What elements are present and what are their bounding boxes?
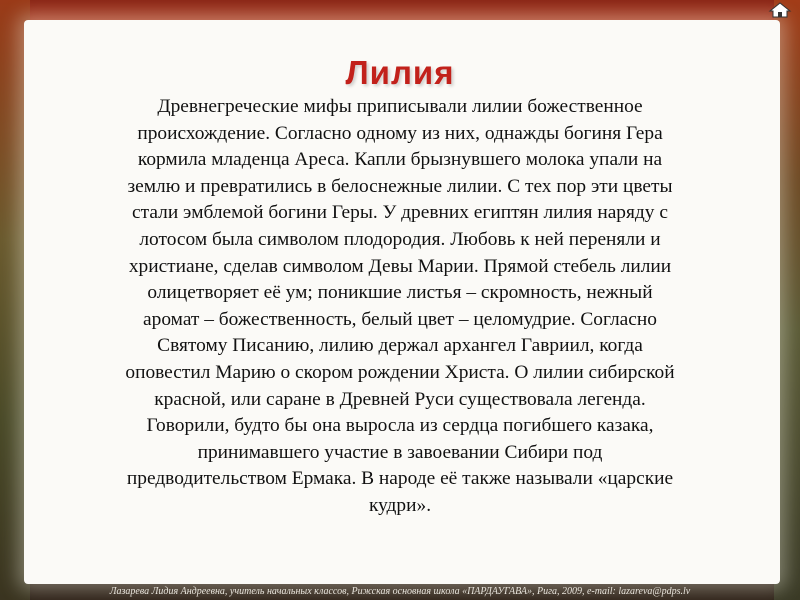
- slide-body-text: [70, 94, 730, 520]
- text-line: христиане, сделав символом Девы Марии. Прямой стебель лилии: [128, 255, 672, 277]
- text-line: аромат – божественность, белый цвет – целомудрие. Согласно: [143, 308, 657, 330]
- text-line: оповестил Марию о скором рождении Христа. О лилии сибирской: [125, 361, 675, 383]
- text-line: Древнегреческие мифы приписывали лилии божественное: [157, 96, 643, 117]
- text-line: красной, или саране в Древней Руси существовала легенда.: [154, 388, 646, 410]
- text-line: Святому Писанию, лилию держал архангел Гавриил, когда: [157, 335, 643, 357]
- text-line: олицетворяет её ум; поникшие листья – скромность, нежный: [147, 282, 653, 304]
- slide-footer: Лазарева Лидия Андреевна, учитель начальных классов, Рижская основная школа «ПАРДАУГАВА», Рига, 2009, e-mail: lazareva@pdps.lv: [109, 586, 691, 597]
- text-line: происхождение. Согласно одному из них, однажды богиня Гера: [137, 122, 663, 144]
- text-line: предводительством Ермака. В народе её также называли «царские: [126, 468, 674, 490]
- text-line: стали эмблемой богини Геры. У древних египтян лилия наряду с: [132, 202, 668, 224]
- text-line: землю и превратились в белоснежные лилии. С тех пор эти цветы: [127, 175, 673, 197]
- slide-title: Лилия: [345, 54, 455, 91]
- text-line: лотосом была символом плодородия. Любовь к ней переняли и: [139, 228, 661, 250]
- text-line: Говорили, будто бы она выросла из сердца погибшего казака,: [146, 415, 654, 437]
- text-line: кормила младенца Ареса. Капли брызнувшего молока упали на: [137, 149, 663, 171]
- home-icon[interactable]: [768, 2, 792, 18]
- text-line: кудри».: [368, 494, 432, 516]
- text-line: принимавшего участие в завоевании Сибири под: [197, 441, 603, 463]
